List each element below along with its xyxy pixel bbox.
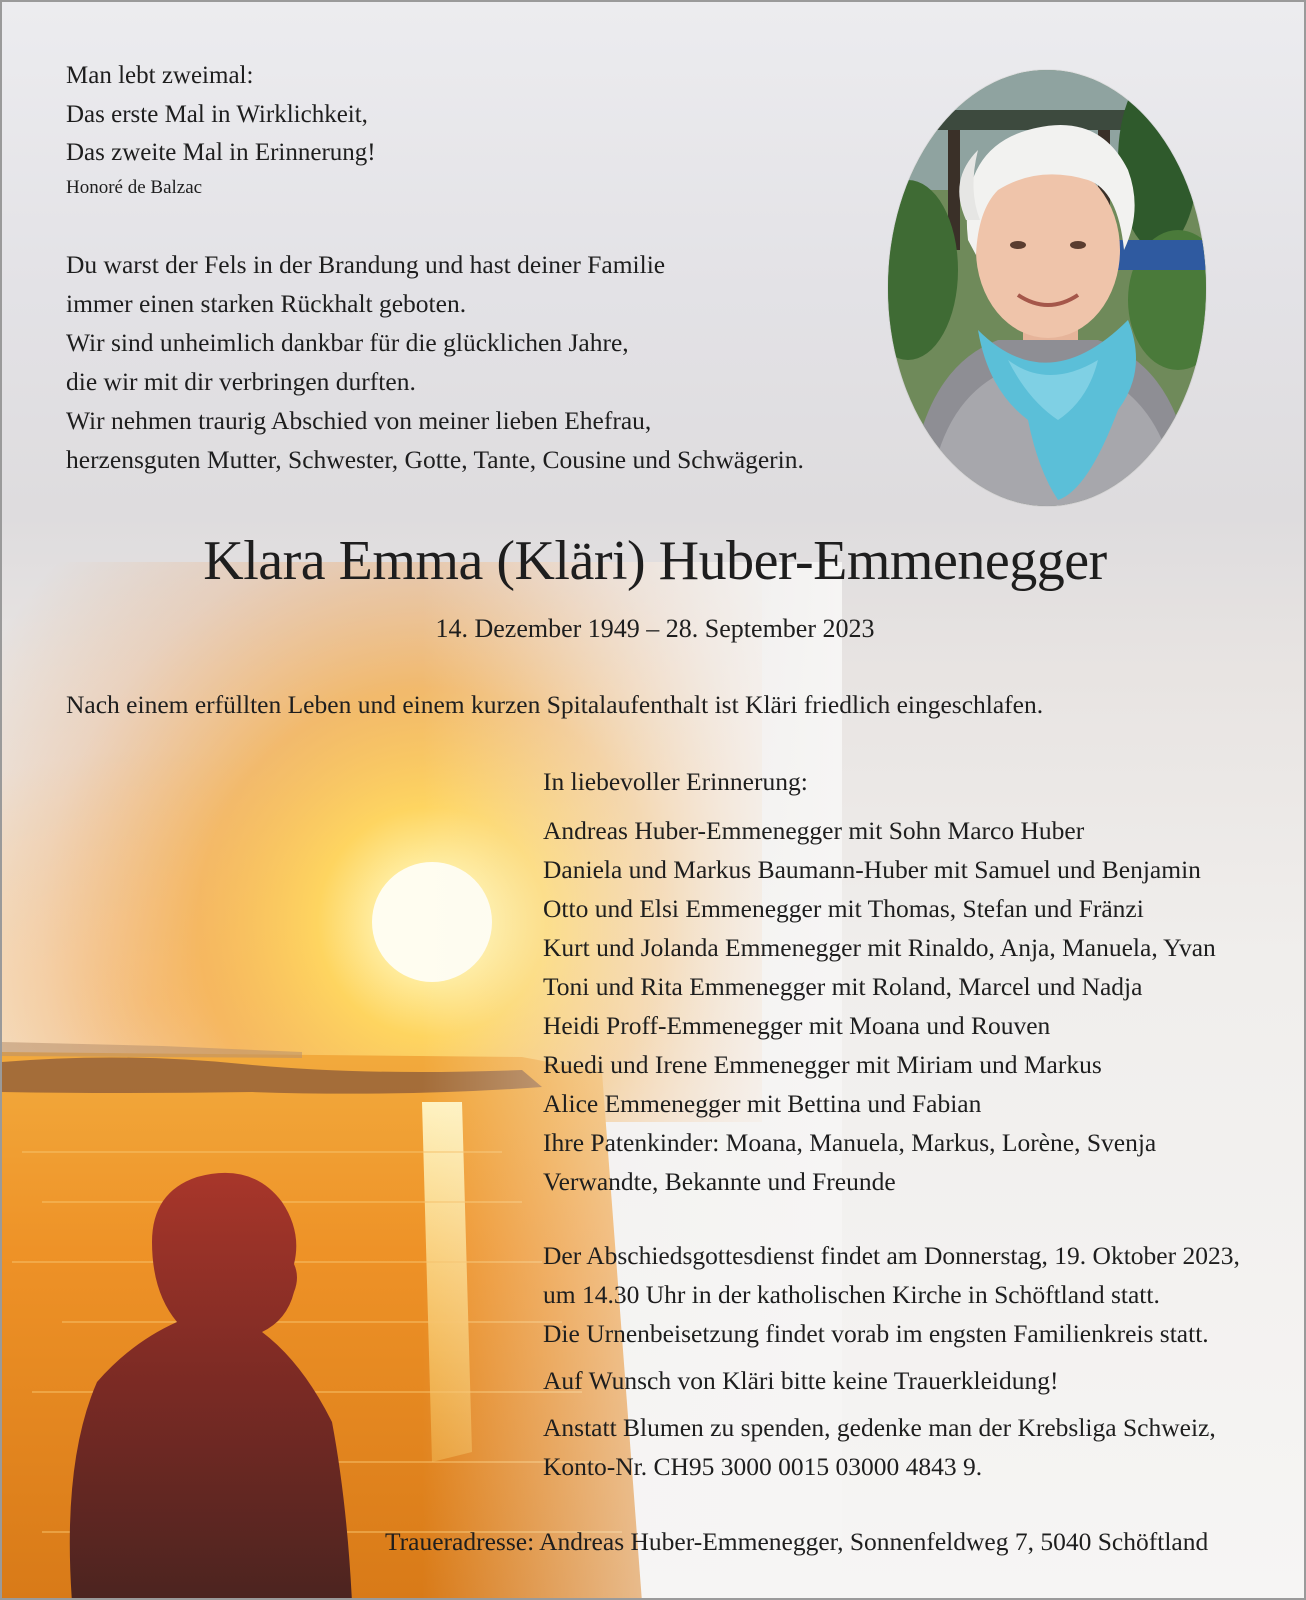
life-dates: 14. Dezember 1949 – 28. September 2023 [435, 614, 875, 643]
tribute-line: immer einen starken Rückhalt geboten. [66, 289, 467, 318]
donation-line: Konto-Nr. CH95 3000 0015 03000 4843 9. [543, 1452, 983, 1481]
mourner-entry: Andreas Huber-Emmenegger mit Sohn Marco Huber [543, 816, 1085, 845]
mourners-heading: In liebevoller Erinnerung: [543, 767, 808, 796]
service-line: um 14.30 Uhr in der katholischen Kirche in Schöftland statt. [543, 1280, 1160, 1309]
tribute-line: Wir nehmen traurig Abschied von meiner lieben Ehefrau, [66, 406, 652, 435]
quote-block [66, 57, 376, 199]
mourning-address: Traueradresse: Andreas Huber-Emmenegger, Sonnenfeldweg 7, 5040 Schöftland [385, 1527, 1209, 1556]
mourner-entry: Alice Emmenegger mit Bettina und Fabian [543, 1089, 982, 1118]
mourner-entry: Ihre Patenkinder: Moana, Manuela, Markus, Lorène, Svenja [543, 1128, 1157, 1157]
mourner-entry: Heidi Proff-Emmenegger mit Moana und Rouven [543, 1011, 1051, 1040]
tribute-line: Wir sind unheimlich dankbar für die glücklichen Jahre, [66, 328, 629, 357]
service-line: Der Abschiedsgottesdienst findet am Donnerstag, 19. Oktober 2023, [543, 1241, 1240, 1270]
mourner-entry: Kurt und Jolanda Emmenegger mit Rinaldo, Anja, Manuela, Yvan [543, 933, 1216, 962]
donation-line: Anstatt Blumen zu spenden, gedenke man der Krebsliga Schweiz, [543, 1413, 1216, 1442]
tribute-paragraph [66, 245, 804, 479]
quote-author: Honoré de Balzac [66, 176, 203, 198]
tribute-line: Du warst der Fels in der Brandung und hast deiner Familie [66, 250, 666, 279]
mourner-entry: Daniela und Markus Baumann-Huber mit Samuel und Benjamin [543, 855, 1201, 884]
mourners-section [543, 762, 1216, 1201]
quote-line: Man lebt zweimal: [66, 62, 254, 89]
mourner-entry: Otto und Elsi Emmenegger mit Thomas, Stefan und Fränzi [543, 894, 1144, 923]
mourner-entry: Toni und Rita Emmenegger mit Roland, Marcel und Nadja [543, 972, 1143, 1001]
mourner-entry: Verwandte, Bekannte und Freunde [543, 1167, 896, 1196]
service-info [543, 1236, 1240, 1486]
portrait-photo [888, 70, 1206, 506]
mourner-entry: Ruedi und Irene Emmenegger mit Miriam und Markus [543, 1050, 1102, 1079]
intro-text: Nach einem erfüllten Leben und einem kurzen Spitalaufenthalt ist Kläri friedlich eingeschlafen. [66, 690, 1044, 719]
service-line: Die Urnenbeisetzung findet vorab im engsten Familienkreis statt. [543, 1319, 1209, 1348]
quote-line: Das zweite Mal in Erinnerung! [66, 139, 376, 166]
tribute-line: herzensguten Mutter, Schwester, Gotte, Tante, Cousine und Schwägerin. [66, 445, 804, 474]
deceased-name: Klara Emma (Kläri) Huber-Emmenegger [203, 530, 1107, 592]
dresscode-note: Auf Wunsch von Kläri bitte keine Trauerkleidung! [543, 1366, 1059, 1395]
tribute-line: die wir mit dir verbringen durften. [66, 367, 416, 396]
quote-line: Das erste Mal in Wirklichkeit, [66, 100, 368, 128]
